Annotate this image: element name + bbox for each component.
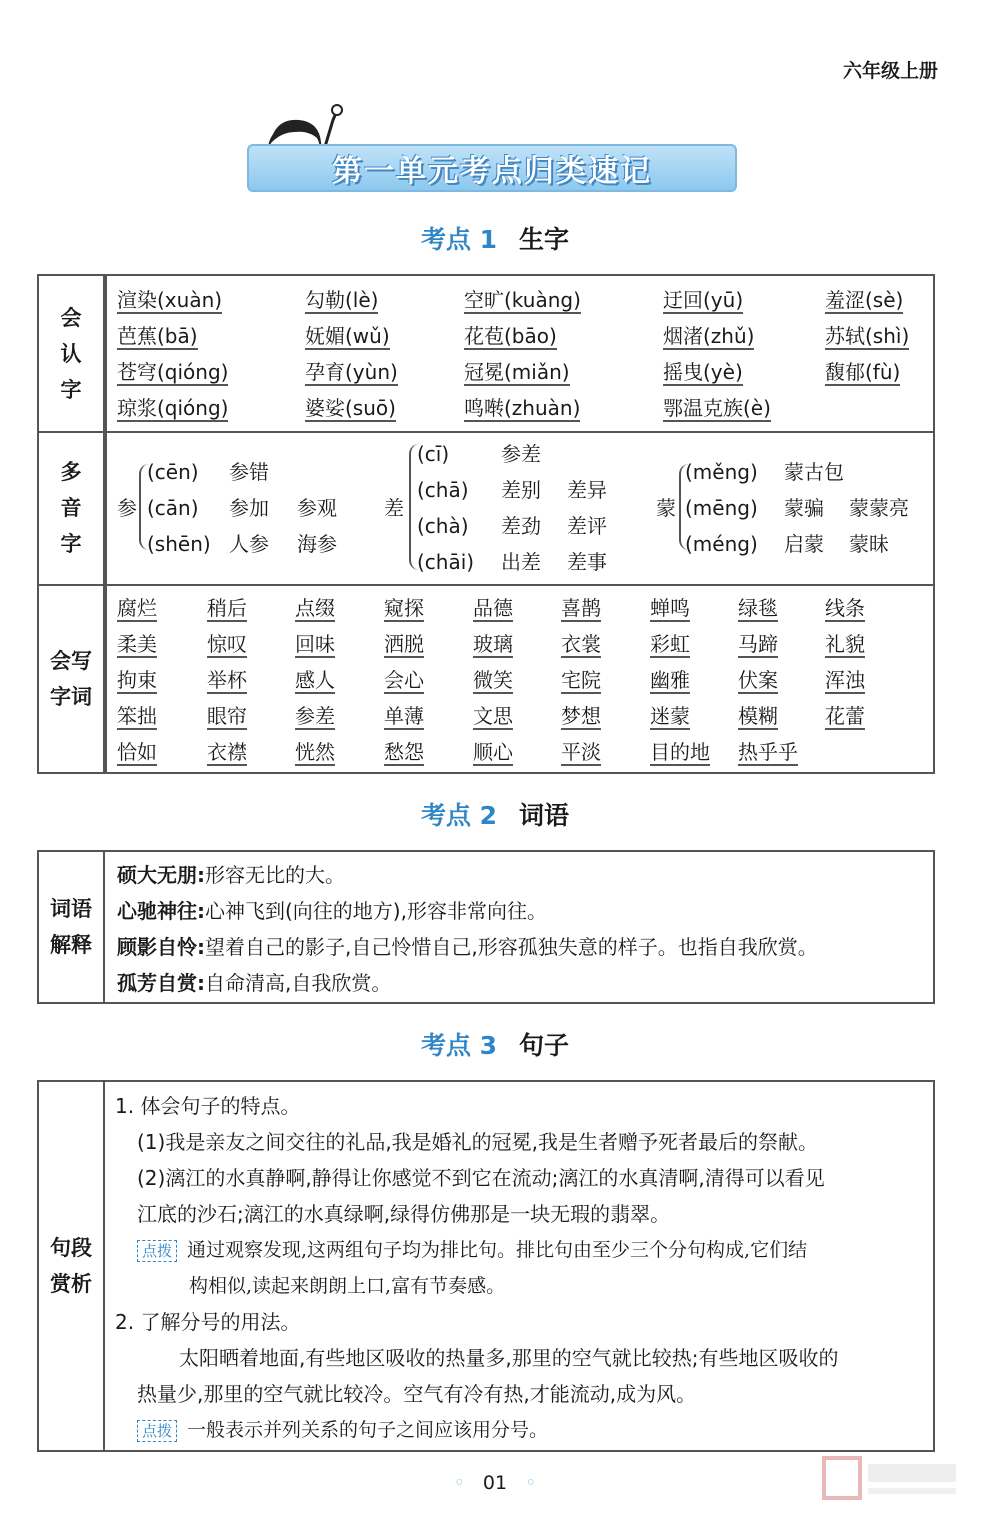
juzi-example-3a: 太阳晒着地面,有些地区吸收的热量多,那里的空气就比较热;有些地区吸收的 <box>179 1346 839 1370</box>
huixie-word: 礼貌 <box>825 632 865 656</box>
huixie-word: 迷蒙 <box>650 704 690 728</box>
duoyin-word: 启蒙 <box>784 532 824 556</box>
huixie-word: 模糊 <box>738 704 778 728</box>
huixie-word: 稍后 <box>207 596 247 620</box>
renshi-word: 鄂温克族(è) <box>663 396 771 420</box>
duoyin-pinyin: (méng) <box>685 532 758 556</box>
juzi-point-1: 1. 体会句子的特点。 <box>115 1094 301 1118</box>
juzi-tip-2: 点拨 一般表示并列关系的句子之间应该用分号。 <box>137 1412 548 1448</box>
huixie-word: 顺心 <box>473 740 513 764</box>
ciyu-item: 硕大无朋:形容无比的大。 <box>117 863 345 887</box>
huixie-word: 梦想 <box>561 704 601 728</box>
huixie-word: 线条 <box>825 596 865 620</box>
huixie-word: 彩虹 <box>650 632 690 656</box>
duoyin-word: 参加 <box>229 496 269 520</box>
ciyu-label: 词语解释 <box>39 852 105 1002</box>
juzi-tip-1b: 构相似,读起来朗朗上口,富有节奏感。 <box>189 1275 506 1297</box>
duoyin-pinyin: (měng) <box>685 460 758 484</box>
huixie-word: 衣裳 <box>561 632 601 656</box>
ciyu-item: 心驰神往:心神飞到(向往的地方),形容非常向往。 <box>117 899 547 923</box>
huixie-word: 会心 <box>384 668 424 692</box>
huixie-word: 蝉鸣 <box>650 596 690 620</box>
section-title-1: 考点 1 生字 <box>420 225 570 254</box>
renshi-word: 孕育(yùn) <box>305 360 398 384</box>
duoyin-word: 蒙昧 <box>849 532 889 556</box>
huixie-word: 感人 <box>295 668 335 692</box>
renshi-word: 渲染(xuàn) <box>117 288 223 312</box>
huixie-word: 喜鹊 <box>561 596 601 620</box>
renshi-word: 苍穹(qióng) <box>117 360 229 384</box>
section-title-2: 考点 2 词语 <box>420 801 570 830</box>
huixie-word: 点缀 <box>295 596 335 620</box>
huixie-label: 会写字词 <box>39 584 105 774</box>
duoyin-char-meng: 蒙 <box>656 496 676 520</box>
duoyin-pinyin: (chā) <box>417 478 469 502</box>
unit-banner: 第一单元考点归类速记 <box>247 144 737 192</box>
duoyin-pinyin: (cī) <box>417 442 450 466</box>
renshi-word: 妩媚(wǔ) <box>305 324 390 348</box>
huixie-word: 单薄 <box>384 704 424 728</box>
renshi-word: 烟渚(zhǔ) <box>663 324 755 348</box>
huixie-word: 幽雅 <box>650 668 690 692</box>
ciyu-item: 孤芳自赏:自命清高,自我欣赏。 <box>117 971 392 995</box>
duoyin-word: 参差 <box>501 442 541 466</box>
duoyin-word: 海参 <box>297 532 337 556</box>
juzi-label: 句段赏析 <box>39 1082 105 1450</box>
duoyin-word: 人参 <box>229 532 269 556</box>
huixie-word: 品德 <box>473 596 513 620</box>
duoyin-pinyin: (shēn) <box>147 532 211 556</box>
renshi-word: 琼浆(qióng) <box>117 396 229 420</box>
huixie-word: 参差 <box>295 704 335 728</box>
huixie-word: 目的地 <box>650 740 710 764</box>
juzi-example-3b: 热量少,那里的空气就比较冷。空气有冷有热,才能流动,成为风。 <box>137 1382 697 1406</box>
huixie-word: 平淡 <box>561 740 601 764</box>
ciyu-table <box>37 850 935 1004</box>
watermark-logo-icon <box>822 1454 962 1502</box>
renshi-word: 羞涩(sè) <box>825 288 904 312</box>
huixie-word: 柔美 <box>117 632 157 656</box>
juzi-table <box>37 1080 935 1452</box>
renshi-word: 花苞(bāo) <box>464 324 557 348</box>
huixie-word: 玻璃 <box>473 632 513 656</box>
renshi-word: 摇曳(yè) <box>663 360 743 384</box>
duoyin-label: 多音字 <box>39 431 105 584</box>
juzi-point-2: 2. 了解分号的用法。 <box>115 1310 301 1334</box>
juzi-tip-1: 点拨 通过观察发现,这两组句子均为排比句。排比句由至少三个分句构成,它们结 <box>137 1232 807 1268</box>
page-number: ◦ 01 ◦ <box>453 1472 537 1494</box>
huixie-word: 笨拙 <box>117 704 157 728</box>
duoyin-word: 差劲 <box>501 514 541 538</box>
renshi-word: 冠冕(miǎn) <box>464 360 570 384</box>
huixie-word: 花蕾 <box>825 704 865 728</box>
renshi-word: 苏轼(shì) <box>825 324 910 348</box>
section-title-3: 考点 3 句子 <box>420 1031 570 1060</box>
duoyin-word: 差事 <box>567 550 607 574</box>
huixie-word: 惊叹 <box>207 632 247 656</box>
renshi-word: 馥郁(fù) <box>825 360 901 384</box>
renshi-word: 芭蕉(bā) <box>117 324 198 348</box>
renshi-word: 勾勒(lè) <box>305 288 379 312</box>
huixie-word: 愁怨 <box>384 740 424 764</box>
huixie-word: 微笑 <box>473 668 513 692</box>
huixie-word: 恍然 <box>295 740 335 764</box>
huixie-word: 回味 <box>295 632 335 656</box>
duoyin-word: 差异 <box>567 478 607 502</box>
grade-label: 六年级上册 <box>842 60 938 82</box>
huixie-word: 伏案 <box>738 668 778 692</box>
juzi-example-1: (1)我是亲友之间交往的礼品,我是婚礼的冠冕,我是生者赠予死者最后的祭献。 <box>137 1130 819 1154</box>
juzi-example-2b: 江底的沙石;漓江的水真绿啊,绿得仿佛那是一块无瑕的翡翠。 <box>137 1202 671 1226</box>
duoyin-word: 差别 <box>501 478 541 502</box>
huixie-word: 腐烂 <box>117 596 157 620</box>
duoyin-char-cha: 差 <box>384 496 404 520</box>
huixie-word: 马蹄 <box>738 632 778 656</box>
huixie-word: 拘束 <box>117 668 157 692</box>
duoyin-word: 蒙古包 <box>784 460 844 484</box>
ciyu-item: 顾影自怜:望着自己的影子,自己怜惜自己,形容孤独失意的样子。也指自我欣赏。 <box>117 935 818 959</box>
huixie-word: 洒脱 <box>384 632 424 656</box>
duoyin-char-can: 参 <box>117 496 137 520</box>
renshi-word: 迂回(yū) <box>663 288 744 312</box>
duoyin-pinyin: (mēng) <box>685 496 758 520</box>
duoyin-pinyin: (chà) <box>417 514 469 538</box>
juzi-example-2a: (2)漓江的水真静啊,静得让你感觉不到它在流动;漓江的水真清啊,清得可以看见 <box>137 1166 825 1190</box>
shengzi-table <box>37 274 935 774</box>
duoyin-word: 参错 <box>229 460 269 484</box>
duoyin-word: 参观 <box>297 496 337 520</box>
huixie-word: 举杯 <box>207 668 247 692</box>
duoyin-word: 出差 <box>501 550 541 574</box>
huixie-word: 宅院 <box>561 668 601 692</box>
duoyin-pinyin: (cēn) <box>147 460 199 484</box>
huixie-word: 窥探 <box>384 596 424 620</box>
renshi-label: 会认字 <box>39 276 105 431</box>
duoyin-word: 蒙骗 <box>784 496 824 520</box>
duoyin-word: 蒙蒙亮 <box>849 496 909 520</box>
duoyin-word: 差评 <box>567 514 607 538</box>
huixie-word: 浑浊 <box>825 668 865 692</box>
huixie-word: 绿毯 <box>738 596 778 620</box>
huixie-word: 衣襟 <box>207 740 247 764</box>
huixie-word: 恰如 <box>117 740 157 764</box>
duoyin-pinyin: (cān) <box>147 496 199 520</box>
duoyin-pinyin: (chāi) <box>417 550 475 574</box>
huixie-word: 眼帘 <box>207 704 247 728</box>
huixie-word: 热乎乎 <box>738 740 798 764</box>
renshi-word: 婆娑(suō) <box>305 396 396 420</box>
renshi-word: 空旷(kuàng) <box>464 288 581 312</box>
huixie-word: 文思 <box>473 704 513 728</box>
renshi-word: 鸣啭(zhuàn) <box>464 396 581 420</box>
